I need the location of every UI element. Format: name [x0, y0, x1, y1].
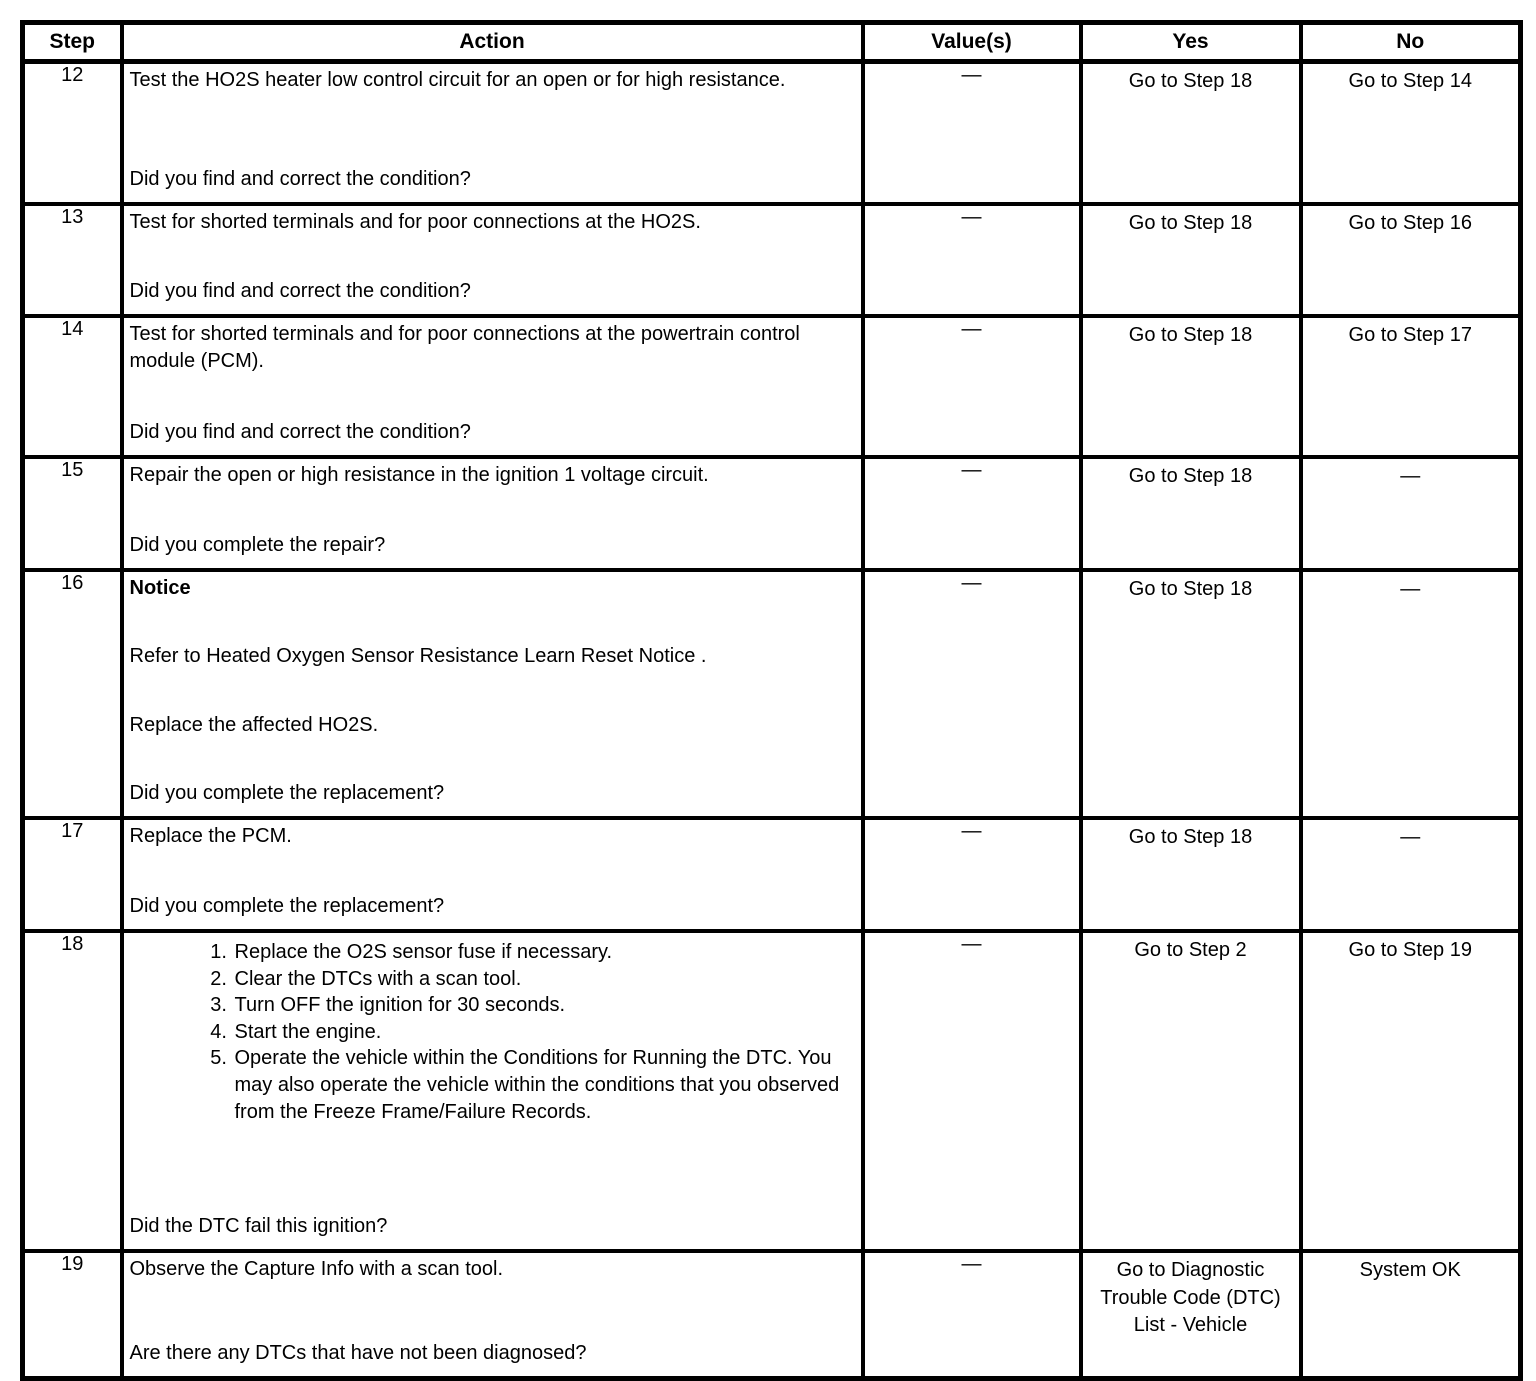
- no-value: —: [1400, 465, 1421, 487]
- yes-value: Go to Step 18: [1128, 212, 1253, 234]
- step-cell: 16: [23, 570, 122, 818]
- table-row: [23, 316, 1521, 457]
- action-question: Did you complete the replacement?: [129, 782, 445, 805]
- table-row: [23, 62, 1521, 205]
- step-cell: 14: [23, 316, 122, 457]
- step-cell: 19: [23, 1251, 122, 1379]
- action-cell: [122, 204, 863, 316]
- action-numbered-list: [130, 939, 853, 1125]
- no-value: —: [1400, 826, 1421, 848]
- action-content: [124, 820, 861, 929]
- value-cell: —: [863, 818, 1081, 931]
- no-cell: [1301, 316, 1521, 457]
- action-content: [124, 572, 861, 816]
- action-cell: [122, 818, 863, 931]
- value-cell: —: [863, 204, 1081, 316]
- step-cell: 18: [23, 931, 122, 1251]
- action-list-item: 3. Turn OFF the ignition for 30 seconds.: [233, 992, 853, 1019]
- action-list-item: 5. Operate the vehicle within the Conditions for Running the DTC. You may also operate the vehicle within the conditions that you observed from the Freeze Frame/Failure Records.: [233, 1045, 853, 1125]
- action-paragraph: Refer to Heated Oxygen Sensor Resistance Learn Reset Notice .: [129, 645, 707, 668]
- diagnostic-table: [20, 20, 1523, 1381]
- no-value: Go to Step 19: [1348, 939, 1472, 961]
- no-value: Go to Step 14: [1348, 70, 1472, 92]
- yes-value: Go to Step 18: [1128, 70, 1253, 92]
- action-paragraph: Replace the PCM.: [129, 825, 292, 847]
- action-question: Did you complete the replacement?: [129, 895, 445, 918]
- action-content: [124, 64, 861, 202]
- action-cell: [122, 1251, 863, 1379]
- yes-cell: [1081, 457, 1301, 570]
- value-cell: —: [863, 457, 1081, 570]
- yes-cell: [1081, 316, 1301, 457]
- table-row: [23, 931, 1521, 1251]
- action-list-item: 4. Start the engine.: [233, 1019, 853, 1046]
- action-cell: [122, 931, 863, 1251]
- value-cell: —: [863, 570, 1081, 818]
- no-cell: [1301, 62, 1521, 205]
- table-row: [23, 1251, 1521, 1379]
- header-step: Step: [23, 23, 122, 62]
- no-cell: [1301, 570, 1521, 818]
- action-question: Did the DTC fail this ignition?: [129, 1215, 388, 1238]
- action-paragraph: Test for shorted terminals and for poor connections at the HO2S.: [129, 211, 701, 233]
- value-cell: —: [863, 931, 1081, 1251]
- yes-cell: [1081, 570, 1301, 818]
- value-cell: —: [863, 62, 1081, 205]
- action-question: Did you find and correct the condition?: [129, 421, 471, 444]
- header-yes: Yes: [1081, 23, 1301, 62]
- table-row: [23, 457, 1521, 570]
- value-cell: —: [863, 1251, 1081, 1379]
- action-list-item: 1. Replace the O2S sensor fuse if necessary.: [233, 939, 853, 966]
- action-paragraph: Replace the affected HO2S.: [129, 713, 379, 736]
- table-row: [23, 204, 1521, 316]
- yes-value: Go to Step 18: [1128, 578, 1253, 600]
- yes-cell: [1081, 204, 1301, 316]
- action-cell: [122, 457, 863, 570]
- action-list-item: 2. Clear the DTCs with a scan tool.: [233, 966, 853, 993]
- no-value: Go to Step 17: [1348, 324, 1472, 346]
- action-question: Are there any DTCs that have not been diagnosed?: [129, 1342, 587, 1365]
- step-cell: 12: [23, 62, 122, 205]
- action-content: [124, 318, 861, 455]
- action-question: Did you find and correct the condition?: [129, 280, 471, 303]
- no-value: Go to Step 16: [1348, 212, 1472, 234]
- action-paragraph: Notice: [129, 577, 191, 599]
- no-value: —: [1400, 578, 1421, 600]
- action-cell: [122, 570, 863, 818]
- step-cell: 15: [23, 457, 122, 570]
- table-body: [23, 62, 1521, 1379]
- no-value: System OK: [1359, 1259, 1461, 1281]
- action-question: Did you complete the repair?: [129, 534, 386, 557]
- yes-value: Go to Step 18: [1128, 465, 1253, 487]
- table-row: [23, 818, 1521, 931]
- header-action: Action: [122, 23, 863, 62]
- header-row: [23, 23, 1521, 62]
- action-cell: [122, 62, 863, 205]
- table-row: [23, 570, 1521, 818]
- action-content: [124, 933, 861, 1249]
- yes-value: Go to Step 18: [1128, 324, 1253, 346]
- action-paragraph: Test for shorted terminals and for poor connections at the powertrain control module (PCM).: [129, 323, 800, 372]
- action-paragraph: Repair the open or high resistance in the ignition 1 voltage circuit.: [129, 464, 709, 486]
- header-values: Value(s): [863, 23, 1081, 62]
- yes-cell: [1081, 931, 1301, 1251]
- action-paragraph: Observe the Capture Info with a scan tool.: [129, 1258, 504, 1280]
- yes-value: Go to Diagnostic Trouble Code (DTC) List - Vehicle: [1100, 1259, 1281, 1337]
- action-paragraph: Test the HO2S heater low control circuit for an open or for high resistance.: [129, 69, 786, 91]
- step-cell: 17: [23, 818, 122, 931]
- action-content: [124, 459, 861, 568]
- action-question: Did you find and correct the condition?: [129, 168, 471, 191]
- yes-cell: [1081, 818, 1301, 931]
- yes-cell: [1081, 62, 1301, 205]
- header-no: No: [1301, 23, 1521, 62]
- no-cell: [1301, 818, 1521, 931]
- yes-value: Go to Step 2: [1134, 939, 1247, 961]
- no-cell: [1301, 457, 1521, 570]
- step-cell: 13: [23, 204, 122, 316]
- no-cell: [1301, 1251, 1521, 1379]
- action-cell: [122, 316, 863, 457]
- value-cell: —: [863, 316, 1081, 457]
- yes-value: Go to Step 18: [1128, 826, 1253, 848]
- action-content: [124, 206, 861, 314]
- no-cell: [1301, 931, 1521, 1251]
- yes-cell: [1081, 1251, 1301, 1379]
- no-cell: [1301, 204, 1521, 316]
